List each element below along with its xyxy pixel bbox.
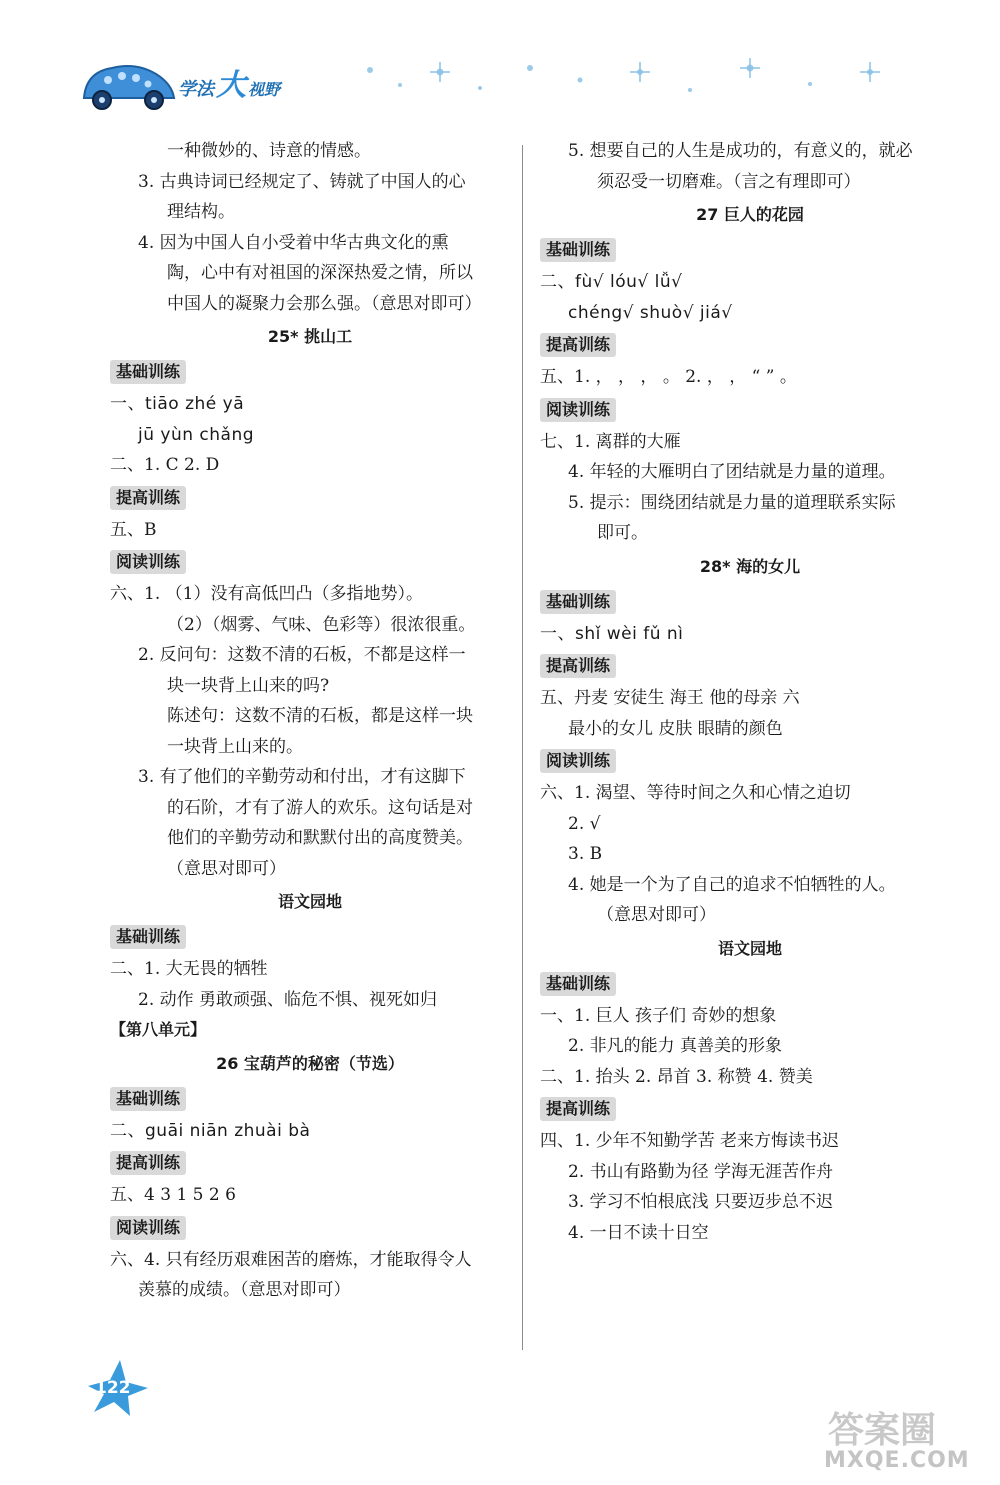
answer-line: 3. 有了他们的辛勤劳动和付出，才有这脚下 <box>138 767 466 787</box>
left-column <box>110 136 510 1306</box>
answer-line: 须忍受一切磨难。（言之有理即可） <box>597 171 861 192</box>
answer-line: 2. 反问句：这数不清的石板，不都是这样一 <box>138 645 466 665</box>
answer-line: 二、1. C 2. D <box>110 455 220 475</box>
answer-line: 一、1. 巨人 孩子们 奇妙的想象 <box>540 1005 777 1026</box>
answer-line: 五、4 3 1 5 2 6 <box>110 1185 236 1205</box>
section-header <box>110 481 510 515</box>
section-label: 提高训练 <box>540 654 616 678</box>
lesson-title: 27 巨人的花园 <box>696 205 804 224</box>
answer-line: 陶，心中有对祖国的深深热爱之情，所以 <box>167 263 473 283</box>
section-label: 提高训练 <box>110 486 186 510</box>
answer-line: 块一块背上山来的吗? <box>167 675 330 696</box>
section-label: 基础训练 <box>540 238 616 262</box>
right-column <box>540 136 960 1248</box>
unit-heading: 【第八单元】 <box>110 1020 207 1039</box>
sparkle-decoration-icon <box>340 50 900 110</box>
answer-line: 六、1. 渴望、等待时间之久和心情之迫切 <box>540 783 851 803</box>
answer-line: 陈述句：这数不清的石板，都是这样一块 <box>167 706 473 726</box>
section-header <box>540 328 960 362</box>
section-header <box>540 649 960 683</box>
answer-line: 他们的辛勤劳动和默默付出的高度赞美。 <box>167 828 473 848</box>
answer-line: 二、guāi niān zhuài bà <box>110 1120 311 1141</box>
lesson-title: 26 宝葫芦的秘密（节选） <box>216 1053 404 1073</box>
section-header <box>540 393 960 427</box>
answer-line: （意思对即可） <box>167 858 286 879</box>
section-label: 基础训练 <box>110 1087 186 1111</box>
answer-line: 七、1. 离群的大雁 <box>540 431 681 452</box>
brand-logo <box>178 60 280 104</box>
answer-line: 4. 一日不读十日空 <box>568 1222 709 1243</box>
section-label: 基础训练 <box>540 972 616 996</box>
answer-line: 一种微妙的、诗意的情感。 <box>167 141 371 161</box>
brand-part-1: 学法 <box>178 79 214 100</box>
answer-line: 六、4. 只有经历艰难困苦的磨炼，才能取得令人 <box>110 1249 472 1270</box>
answer-line: 一、shǐ wèi fǔ nì <box>540 623 684 644</box>
section-label: 提高训练 <box>540 333 616 357</box>
section-label: 阅读训练 <box>110 550 186 574</box>
answer-line: 六、1. （1）没有高低凹凸（多指地势）。 <box>110 584 423 604</box>
answer-line: 二、1. 大无畏的牺牲 <box>110 959 268 979</box>
answer-line: chéng√ shuò√ jiá√ <box>568 302 733 323</box>
answer-line: （2）（烟雾、气味、色彩等）很浓很重。 <box>167 614 476 635</box>
section-header <box>540 1092 960 1126</box>
answer-line: 二、fù√ lóu√ lǚ√ <box>540 272 683 292</box>
section-header <box>110 920 510 954</box>
section-label: 基础训练 <box>110 360 186 384</box>
section-header <box>540 744 960 778</box>
answer-line: 3. 古典诗词已经规定了、铸就了中国人的心 <box>138 171 466 192</box>
lesson-title: 语文园地 <box>717 938 782 958</box>
section-label: 基础训练 <box>540 590 616 614</box>
answer-line: 2. 书山有路勤为径 学海无涯苦作舟 <box>568 1161 834 1182</box>
answer-line: 五、1. ， ， ， 。 2. ， ， “ ” 。 <box>540 367 797 387</box>
answer-line: 5. 想要自己的人生是成功的，有意义的，就必 <box>568 141 913 161</box>
brand-part-3: 视野 <box>248 80 281 99</box>
watermark <box>820 1400 990 1480</box>
section-label: 阅读训练 <box>540 398 616 422</box>
section-header <box>540 967 960 1001</box>
answer-line: 的石阶，才有了游人的欢乐。这句话是对 <box>167 797 473 818</box>
answer-line: 一、tiāo zhé yā <box>110 394 245 414</box>
answer-line: 2. 动作 勇敢顽强、临危不惧、视死如归 <box>138 989 438 1010</box>
section-label: 阅读训练 <box>540 749 616 773</box>
lesson-title: 语文园地 <box>277 892 342 911</box>
answer-line: 羡慕的成绩。（意思对即可） <box>138 1280 351 1300</box>
answer-line: 二、1. 抬头 2. 昂首 3. 称赞 4. 赞美 <box>540 1066 813 1087</box>
page-number: 122 <box>95 1378 131 1398</box>
answer-line: 2. 非凡的能力 真善美的形象 <box>568 1036 783 1056</box>
answer-line: 4. 她是一个为了自己的追求不怕牺牲的人。 <box>568 874 896 895</box>
lesson-title: 25* 挑山工 <box>267 327 353 346</box>
section-header <box>540 585 960 619</box>
section-header <box>110 1211 510 1245</box>
answer-line: 四、1. 少年不知勤学苦 老来方悔读书迟 <box>540 1131 840 1151</box>
section-label: 基础训练 <box>110 925 186 949</box>
answer-line: 4. 年轻的大雁明白了团结就是力量的道理。 <box>568 462 896 482</box>
answer-line: 一块背上山来的。 <box>167 736 303 757</box>
answer-line: 中国人的凝聚力会那么强。（意思对即可） <box>167 293 482 314</box>
section-header <box>540 233 960 267</box>
column-divider <box>522 145 523 1350</box>
section-header <box>110 545 510 579</box>
section-label: 提高训练 <box>540 1097 616 1121</box>
answer-line: 5. 提示：围绕团结就是力量的道理联系实际 <box>568 492 896 513</box>
page-header <box>0 0 1000 130</box>
answer-line: 4. 因为中国人自小受着中华古典文化的熏 <box>138 232 449 253</box>
answer-line: 3. 学习不怕根底浅 只要迈步总不迟 <box>568 1192 834 1212</box>
answer-line: 理结构。 <box>167 202 235 222</box>
watermark-url: MXQE.COM <box>824 1448 970 1473</box>
section-label: 提高训练 <box>110 1151 186 1175</box>
answer-line: 五、丹麦 安徒生 海王 他的母亲 六 <box>540 688 800 708</box>
answer-line: 2. √ <box>568 813 601 834</box>
answer-line: jū yùn chǎng <box>138 424 255 445</box>
answer-line: 3. B <box>568 844 603 864</box>
answer-line: （意思对即可） <box>597 905 716 925</box>
lesson-title: 28* 海的女儿 <box>699 556 801 576</box>
cartoon-car-icon <box>78 58 178 110</box>
section-header <box>110 1082 510 1116</box>
answer-line: 五、B <box>110 519 157 540</box>
watermark-logo: 答案圈 <box>828 1410 937 1451</box>
section-label: 阅读训练 <box>110 1216 186 1240</box>
answer-line: 即可。 <box>597 523 648 543</box>
section-header <box>110 355 510 389</box>
brand-part-2: 大 <box>216 68 246 103</box>
page-number-badge <box>80 1358 150 1418</box>
answer-line: 最小的女儿 皮肤 眼睛的颜色 <box>568 718 783 739</box>
section-header <box>110 1146 510 1180</box>
